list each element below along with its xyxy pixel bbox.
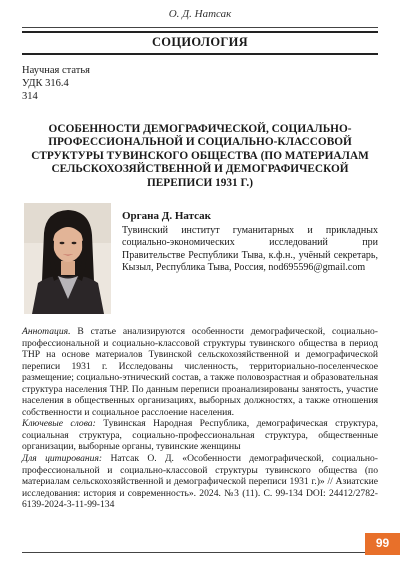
- keywords-label: Ключевые слова:: [22, 418, 96, 430]
- citation-label: Для цитирования:: [22, 453, 103, 465]
- author-photo: [24, 203, 111, 314]
- abstract-block: [22, 326, 378, 511]
- header-rule-upper: [22, 31, 378, 33]
- section-heading: СОЦИОЛОГИЯ: [151, 35, 249, 49]
- abstract-paragraph: [22, 326, 378, 418]
- header-rule-lower: [22, 53, 378, 55]
- header-rule-top: [22, 27, 378, 28]
- page-number: 99: [375, 536, 390, 550]
- running-head: О. Д. Натсак: [168, 8, 232, 20]
- author-name: Органа Д. Натсак: [122, 210, 211, 222]
- classification-code: 314: [22, 91, 38, 102]
- footer-rule: [22, 552, 365, 553]
- citation-paragraph: [22, 453, 378, 511]
- keywords-paragraph: [22, 418, 378, 453]
- citation-text: Натсак О. Д. «Особенности демографической, социально-профессиональной и социально-классовой структуры тувинского общества (по материалам сельскохозяйственной и демографической переписи 1931 г.)» // Азиатские исследования: история и современность». 2024. №3 (11). С. 99-134 DOI: 24412/2782-6139-2024-3-11-99-134: [22, 453, 379, 511]
- abstract-text: В статье анализируются особенности демографической, социально-профессиональной и социально-классовой структуры тувинского общества в период ТНР на основе материалов Тувинской сельскохозяйственной и демографической переписи 1931 г. Исследованы численность, территориально-поселенческое размещение; социально-этнический состав, а также половозрастная и образовательная структура населения ТНР. По данным переписи проанализированы занятость, участие населения в общественных организациях, выборных должностях, а также отношения собственности и социальное расслоение населения.: [22, 326, 378, 418]
- keywords-text: Тувинская Народная Республика, демографическая структура, социальная структура, социально-профессиональная структура, общественные организации, выборные органы, тувинские женщины: [22, 418, 378, 453]
- udc-code: УДК 316.4: [22, 78, 69, 89]
- abstract-label: Аннотация.: [22, 326, 71, 337]
- author-affiliation: Тувинский институт гуманитарных и прикладных социально-экономических исследований при Правительстве Республики Тыва, к.ф.н., учёный секретарь, Кызыл, Республика Тыва, Россия, nod695596@gmail.com: [122, 225, 378, 274]
- article-title: ОСОБЕННОСТИ ДЕМОГРАФИЧЕСКОЙ, СОЦИАЛЬНО-ПРОФЕССИОНАЛЬНОЙ И СОЦИАЛЬНО-КЛАССОВОЙ СТРУКТУРЫ ТУВИНСКОГО ОБЩЕСТВА (ПО МАТЕРИАЛАМ СЕЛЬСКОХОЗЯЙСТВЕННОЙ И ДЕМОГРАФИЧЕСКОЙ ПЕРЕПИСИ 1931 Г.): [31, 123, 369, 189]
- article-type: Научная статья: [22, 65, 90, 76]
